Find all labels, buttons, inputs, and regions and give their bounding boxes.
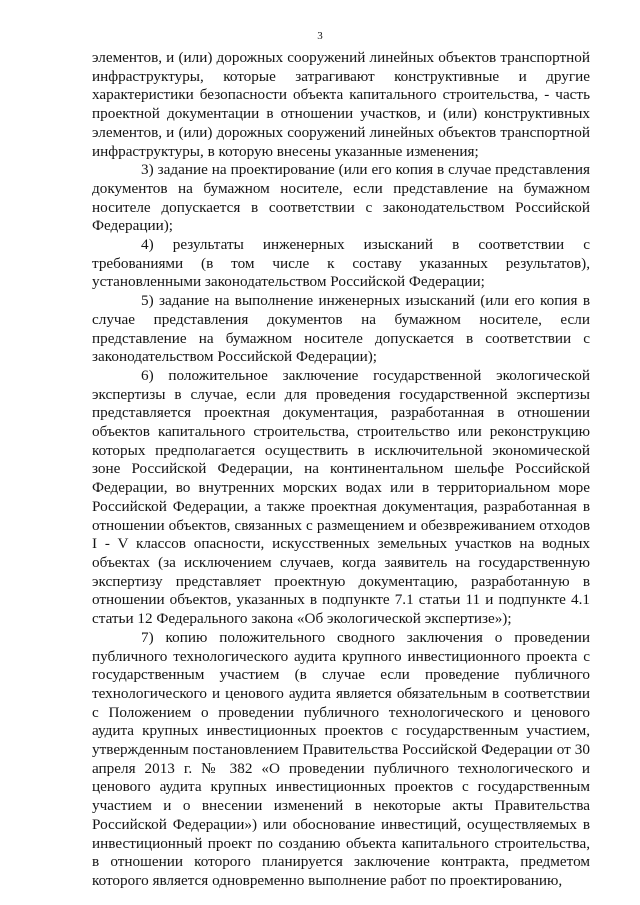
paragraph-item-4: 4) результаты инженерных изысканий в соответствии с требованиями (в том числе к составу указанных результатов), установленными законодательством Российской Федерации;	[92, 236, 590, 291]
paragraph-item-3: 3) задание на проектирование (или его копия в случае представления документов на бумажном носителе, если представление на бумажном носителе допускается в соответствии с законодательством Российской Федерации);	[92, 161, 590, 235]
paragraph-continuation: элементов, и (или) дорожных сооружений линейных объектов транспортной инфраструктуры, которые затрагивают конструктивные и другие характеристики безопасности объекта капитального строительства, - часть проектной документации в отношении участков, и (или) конструктивных элементов, и (или) дорожных сооружений линейных объектов транспортной инфраструктуры, в которую внесены указанные изменения;	[92, 49, 590, 160]
paragraph-item-6: 6) положительное заключение государственной экологической экспертизы в случае, если для проведения государственной экспертизы представляется проектная документация, разработанная в отношении объектов капитального строительства, строительство или реконструкцию которых предполагается осуществить в исключительной экономической зоне Российской Федерации, на континентальном шельфе Российской Федерации, во внутренних морских водах или в территориальном море Российской Федерации, а также проектная документация, разработанная в отношении объектов, связанных с размещением и обезвреживанием отходов I - V классов опасности, искусственных земельных участков на водных объектах (за исключением случаев, когда заявитель на государственную экспертизу представляет проектную документацию, разработанную в отношении объектов, указанных в подпункте 7.1 статьи 11 и подпункте 4.1 статьи 12 Федерального закона «Об экологической экспертизе»);	[92, 366, 590, 628]
paragraph-item-5: 5) задание на выполнение инженерных изысканий (или его копия в случае представления документов на бумажном носителе, если представление на бумажном носителе допускается в соответствии с законодательством Российской Федерации);	[92, 292, 590, 366]
paragraph-item-7: 7) копию положительного сводного заключения о проведении публичного технологического аудита крупного инвестиционного проекта с государственным участием (в случае если проведение публичного технологического и ценового аудита является обязательным в соответствии с Положением о проведении публичного технологического и ценового аудита крупных инвестиционных проектов с государственным участием, утвержденным постановлением Правительства Российской Федерации от 30 апреля 2013 г. № 382 «О проведении публичного технологического и ценового аудита крупных инвестиционных проектов с государственным участием и о внесении изменений в некоторые акты Правительства Российской Федерации») или обоснование инвестиций, осуществляемых в инвестиционный проект по созданию объекта капитального строительства, в отношении которого планируется заключение контракта, предметом которого является одновременно выполнение работ по проектированию,	[92, 628, 590, 889]
document-body	[92, 49, 590, 891]
page-number: 3	[317, 30, 323, 42]
